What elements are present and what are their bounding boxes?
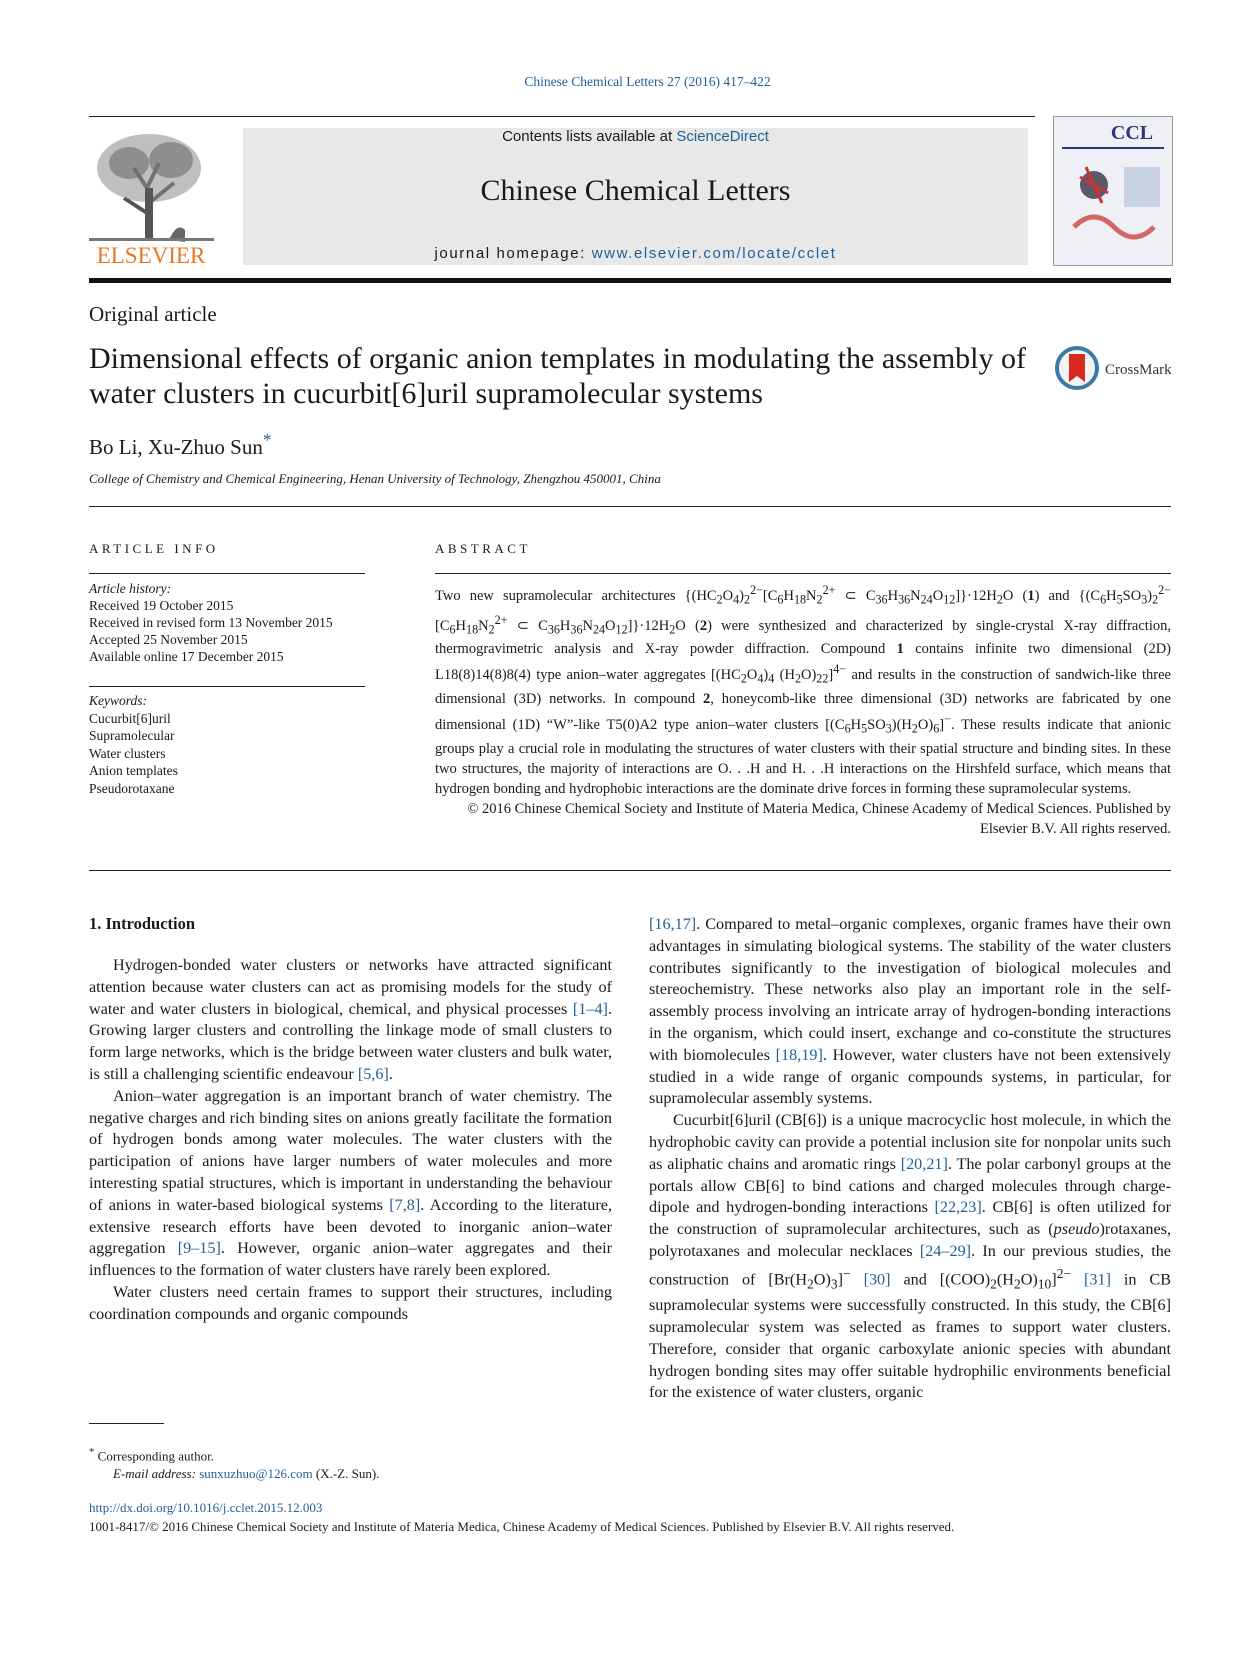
journal-title: Chinese Chemical Letters xyxy=(480,174,791,207)
footnote-rule xyxy=(89,1423,164,1424)
history-item: Received in revised form 13 November 2015 xyxy=(89,615,333,630)
paragraph: Anion–water aggregation is an important branch of water chemistry. The negative charges and rich binding sites on anions greatly facilitate the formation of hydrogen bonds among water molecules. The water clusters with the participation of anions have larger numbers of water molecules and more interesting spatial structures, which is important in understanding the behaviour of anions in water-based biological systems [7,8]. According to the literature, extensive research efforts have been devoted to inorganic anion–water aggregation [9–15]. However, organic anion–water aggregates and their influences to the formation of water clusters have rarely been explored. xyxy=(89,1086,612,1280)
footnote-corresponding xyxy=(89,1443,379,1465)
elsevier-wordmark: ELSEVIER xyxy=(96,243,206,268)
article-type: Original article xyxy=(89,302,217,326)
history-item: Accepted 25 November 2015 xyxy=(89,632,248,647)
email-suffix: (X.-Z. Sun). xyxy=(315,1466,380,1482)
homepage-link[interactable]: www.elsevier.com/locate/cclet xyxy=(591,245,837,262)
keyword-item: Water clusters xyxy=(89,745,166,761)
body-column-right xyxy=(649,914,1171,1404)
corresponding-author-mark[interactable]: * xyxy=(262,430,272,450)
citation-link[interactable]: [20,21] xyxy=(900,1154,948,1173)
citation-link[interactable]: [5,6] xyxy=(357,1064,389,1083)
citation-link[interactable]: [18,19] xyxy=(775,1045,823,1064)
journal-masthead xyxy=(243,128,1028,265)
history-label: Article history: xyxy=(89,581,172,596)
article-info-label: ARTICLE INFO xyxy=(89,541,219,556)
email-link[interactable]: sunxuzhuo@126.com xyxy=(199,1466,313,1482)
paragraph: Water clusters need certain frames to support their structures, including coordination compounds and organic compounds xyxy=(89,1282,612,1323)
keywords xyxy=(89,692,178,797)
cover-title: CCL xyxy=(1110,122,1154,144)
crossmark-label: CrossMark xyxy=(1105,362,1172,378)
history-item: Received 19 October 2015 xyxy=(89,598,234,613)
history-item: Available online 17 December 2015 xyxy=(89,649,284,664)
contents-line xyxy=(243,128,1028,145)
contents-prefix: Contents lists available at xyxy=(502,128,677,145)
article-info-rule xyxy=(89,573,365,574)
citation-link[interactable]: [1–4] xyxy=(572,999,608,1018)
author-names: Bo Li, Xu-Zhuo Sun xyxy=(89,435,263,459)
homepage-line xyxy=(243,245,1028,262)
authors xyxy=(89,430,272,460)
abstract-label: ABSTRACT xyxy=(435,541,531,556)
paragraph: Hydrogen-bonded water clusters or networks have attracted significant attention because water clusters can act as promising models for the study of water and water clusters in biological, chemical, and physical processes [1–4]. Growing larger clusters and controlling the linkage mode of small clusters to form large networks, which is the bridge between water clusters and bulk water, is still a challenging scientific endeavour [5,6]. xyxy=(89,956,612,1083)
paragraph: Cucurbit[6]uril (CB[6]) is a unique macrocyclic host molecule, in which the hydrophobic cavity can provide a potential inclusion site for nonpolar units such as aliphatic chains and aromatic rings [20,21]. The polar carbonyl groups at the portals allow CB[6] to bind cations and charged molecules through charge-dipole and hydrogen-bonding interactions [22,23]. CB[6] is often utilized for the construction of supramolecular architectures, such as (pseudo)rotaxanes, polyrotaxanes and molecular necklaces [24–29]. In our previous studies, the construction of $[Br(H_2O)_3]^-$ [30] and $[(COO)_2(H_2O)_{10}]^{2-}$ [31] in CB supramolecular systems were successfully constructed. In this study, the CB[6] supramolecular system was selected as frames to support water clusters. Therefore, consider that organic carboxylate anionic species with abundant hydrogen bonding sites may offer suitable hydrophilic environments beneficial for the existence of water clusters, organic xyxy=(649,1111,1172,1402)
sciencedirect-link[interactable]: ScienceDirect xyxy=(676,128,769,145)
footnote xyxy=(89,1443,379,1483)
citation-link[interactable]: [22,23] xyxy=(934,1198,982,1217)
section-heading: 1. Introduction xyxy=(89,914,196,933)
keyword-item: Anion templates xyxy=(89,763,178,778)
keywords-rule xyxy=(89,686,365,687)
homepage-prefix: journal homepage: xyxy=(434,245,592,262)
citation-link[interactable]: [16,17] xyxy=(649,915,697,933)
footnote-corresponding-text: Corresponding author. xyxy=(97,1448,214,1464)
citation-link[interactable]: [31] xyxy=(1084,1270,1111,1289)
abstract-copyright: © 2016 Chinese Chemical Society and Institute of Materia Medica, Chinese Academy of Medical Sciences. Published by Elsevier B.V. All rights reserved. xyxy=(467,801,1171,837)
keyword-item: Cucurbit[6]uril xyxy=(89,710,171,726)
journal-cover-thumbnail[interactable] xyxy=(1053,116,1173,266)
crossmark-badge[interactable] xyxy=(1055,346,1175,394)
header-rule xyxy=(89,116,1035,117)
issn-copyright-line: 1001-8417/© 2016 Chinese Chemical Society and Institute of Materia Medica, Chinese Academy of Medical Sciences. Published by Elsevier B.V. All rights reserved. xyxy=(89,1519,955,1534)
article-title: Dimensional effects of organic anion templates in modulating the assembly of water clusters in cucurbit[6]uril supramolecular systems xyxy=(89,342,1027,410)
footnote-mark: * xyxy=(89,1446,95,1458)
divider-rule xyxy=(89,506,1171,507)
affiliation: College of Chemistry and Chemical Engineering, Henan University of Technology, Zhengzhou 450001, China xyxy=(89,471,661,486)
abstract-text: Two new supramolecular architectures {$(HC_2O_4)_2^{2-}[C_6H_{18}N_2^{2+}$ ⊂ $C_{36}H_{36}N_{24}O_{12}]\}\cdot 12H_2O$ (1) and {$(C_6H_5SO_3)_2^{2-}[C_6H_{18}N_2^{2+}$ ⊂ $C_{36}H_{36}N_{24}O_{12}]\}\cdot 12H_2O$ (2) were synthesized and characterized by single-crystal X-ray diffraction, thermogravimetric analysis and X-ray powder diffraction. Compound 1 contains infinite two dimensional (2D) L18(8)14(8)8(4) type anion–water aggregates [$(HC_2O_4)_4$ $(H_2O)_{22}]^{4-}$ and results in the construction of sandwich-like three dimensional (3D) networks. In compound 2, honeycomb-like three dimensional (3D) networks are fabricated by one dimensional (1D) “W”-like T5(0)A2 type anion–water clusters $[(C_6H_5SO_3)(H_2O)_6]^-$. These results indicate that anionic groups play a crucial role in modulating the structures of water clusters with their spatial structure and binding sites. In these two structures, the majority of interactions are O. . .H and H. . .H interactions on the Hirshfeld surface, which means that hydrogen bonding and hydrophobic interactions are the dominate drive forces in forming these supramolecular systems. xyxy=(435,583,1171,797)
elsevier-logo xyxy=(89,128,214,268)
keyword-item: Supramolecular xyxy=(89,728,175,743)
citation-link[interactable]: [30] xyxy=(863,1270,891,1289)
citation-link[interactable]: [24–29] xyxy=(919,1241,972,1260)
masthead-thick-rule xyxy=(89,278,1171,283)
email-label: E-mail address: xyxy=(113,1466,196,1482)
doi-link[interactable]: http://dx.doi.org/10.1016/j.cclet.2015.12.003 xyxy=(89,1500,323,1515)
paragraph: [16,17]. Compared to metal–organic complexes, organic frames have their own advantages in simulating biological systems. The stability of the water clusters contributes significantly to the investigation of biological molecules and stereochemistry. These networks also play an important role in the self-assembly process involving an intricate array of hydrogen-bonding interactions in the organism, which could insert, exchange and co-constitute the structures with biomolecules [18,19]. However, water clusters have not been extensively studied in a wide range of organic compounds systems, in particular, for supramolecular assembly systems. xyxy=(649,915,1171,1108)
divider-rule xyxy=(89,870,1171,871)
citation-link[interactable]: [7,8] xyxy=(389,1195,421,1214)
abstract-rule xyxy=(435,573,1171,574)
keyword-item: Pseudorotaxane xyxy=(89,780,175,796)
keywords-label: Keywords: xyxy=(89,693,147,708)
article-history xyxy=(89,580,333,665)
citation-link[interactable]: [9–15] xyxy=(177,1239,221,1258)
footnote-email xyxy=(89,1465,379,1483)
journal-reference-link[interactable]: Chinese Chemical Letters 27 (2016) 417–422 xyxy=(524,74,771,89)
body-column-left xyxy=(89,955,612,1326)
